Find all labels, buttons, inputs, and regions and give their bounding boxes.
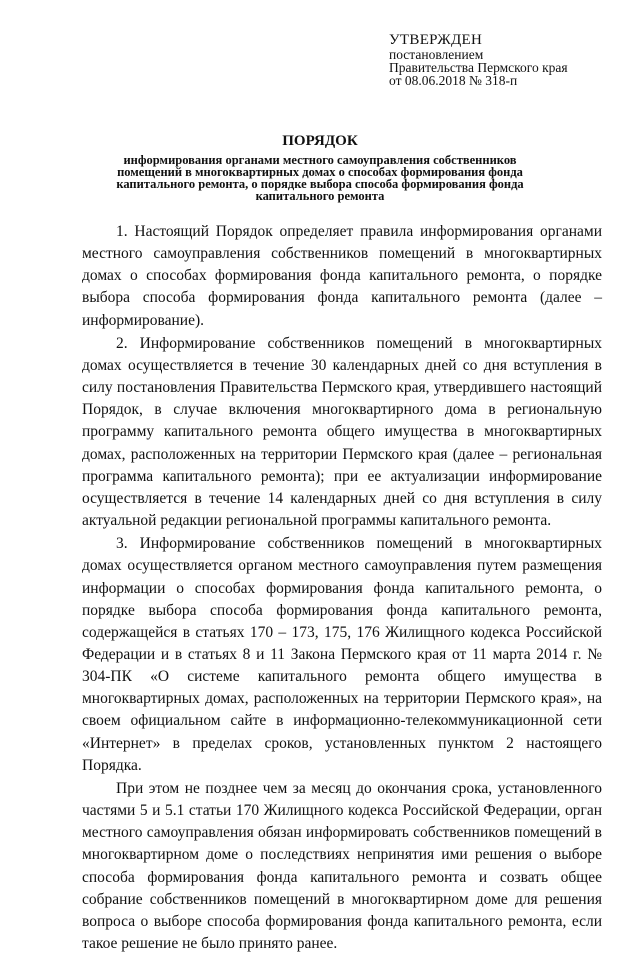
document-body — [82, 221, 602, 955]
document-subtitle — [70, 154, 570, 202]
paragraph-1: 1. Настоящий Порядок определяет правила информирования органами местного самоуправления собственников помещений в многоквартирных домах о способах формирования фонда капитального ремонта, о порядке выбора способа формирования фонда капитального ремонта (далее – информирование). — [82, 223, 602, 329]
subtitle-line: капитального ремонта — [255, 189, 385, 203]
approval-heading: УТВЕРЖДЕН — [389, 32, 483, 48]
paragraph-3: 3. Информирование собственников помещений в многоквартирных домах осуществляется органом местного самоуправления путем размещения информации о способах формирования фонда капитального ремонта, о порядке выбора способа формирования фонда капитального ремонта, содержащейся в статьях 170 – 173, 175, 176 Жилищного кодекса Российской Федерации и в статьях 8 и 11 Закона Пермского края от 11 марта 2014 г. № 304-ПК «О системе капитального ремонта общего имущества в многоквартирных домах, расположенных на территории Пермского края», на своем официальном сайте в информационно-телекоммуникационной сети «Интернет» в пределах сроков, установленных пунктом 2 настоящего Порядка. — [82, 535, 602, 774]
document-title: ПОРЯДОК — [282, 133, 358, 149]
approval-date-line: от 08.06.2018 № 318-п — [389, 73, 518, 88]
subtitle-line: капитального ремонта, о порядке выбора способа формирования фонда — [116, 177, 524, 191]
approval-block — [389, 32, 629, 87]
approval-line: Правительства Пермского края — [389, 60, 568, 75]
subtitle-line: информирования органами местного самоуправления собственников — [123, 153, 517, 167]
approval-line: постановлением — [389, 47, 484, 62]
paragraph-2: 2. Информирование собственников помещений в многоквартирных домах осуществляется в течение 30 календарных дней со дня вступления в силу постановления Правительства Пермского края, утвердившего настоящий Порядок, в случае включения многоквартирного дома в региональную программу капитального ремонта общего имущества в многоквартирных домах, расположенных на территории Пермского края (далее – региональная программа капитального ремонта); при ее актуализации информирование осуществляется в течение 14 календарных дней со дня вступления в силу актуальной редакции региональной программы капитального ремонта. — [82, 334, 602, 530]
paragraph-4: При этом не позднее чем за месяц до окончания срока, установленного частями 5 и 5.1 статьи 170 Жилищного кодекса Российской Федерации, орган местного самоуправления обязан информировать собственников помещений в многоквартирном доме о последствиях непринятия ими решения о выборе способа формирования фонда капитального ремонта и созвать общее собрание собственников помещений в многоквартирном доме для решения вопроса о выборе способа формирования фонда капитального ремонта, если такое решение не было принято ранее. — [82, 779, 602, 952]
subtitle-line: помещений в многоквартирных домах о способах формирования фонда — [117, 165, 523, 179]
